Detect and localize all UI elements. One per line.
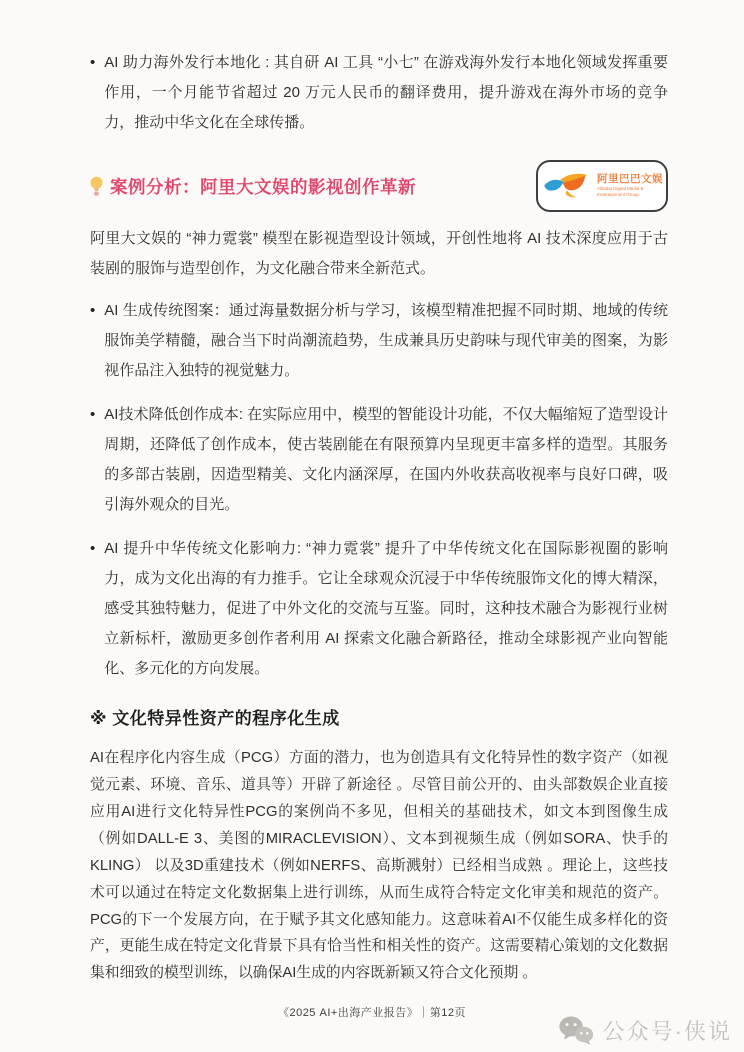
case-study-heading-text: 案例分析：阿里大文娱的影视创作革新 — [110, 176, 416, 197]
logo-en-line2: Entertainment Group — [597, 192, 639, 198]
case-study-heading — [90, 174, 416, 199]
watermark — [558, 1015, 732, 1046]
page-footer: 《2025 AI+出海产业报告》｜第12页 — [277, 1007, 467, 1019]
list-item — [90, 296, 668, 386]
page-content — [90, 48, 668, 987]
bullet-marker: • — [90, 540, 96, 557]
section-body-paragraph: AI在程序化内容生成（PCG）方面的潜力，也为创造具有文化特异性的数字资产（如视觉元素、环境、音乐、道具等）开辟了新途径 。尽管目前公开的、由头部数娱企业直接应用AI进行文化特异性PCG的案例尚不多见，但相关的基础技术，如文本到图像生成（例如DALL-E 3、美图的MIRACLEVISION）、文本到视频生成（例如SORA、快手的KLING） 以及3D重建技术（例如NERFS、高斯溅射）已经相当成熟 。理论上，这些技术可以通过在特定文化数据集上进行训练，从而生成符合特定文化审美和规范的资产。PCG的下一个发展方向，在于赋予其文化感知能力。这意味着AI不仅能生成多样化的资产，更能生成在特定文化背景下具有恰当性和相关性的资产。这需要精心策划的文化数据集和细致的模型训练，以确保AI生成的内容既新颖又符合文化预期 。 — [90, 750, 668, 982]
logo-text — [597, 173, 663, 198]
case-study-intro: 阿里大文娱的 “神力霓裳” 模型在影视造型设计领域，开创性地将 AI 技术深度应用于古装剧的服饰与造型创作，为文化融合带来全新范式。 — [90, 230, 668, 277]
bullet-text: AI技术降低创作成本: 在实际应用中，模型的智能设计功能，不仅大幅缩短了造型设计周期，还降低了创作成本，使古装剧能在有限预算内呈现更丰富多样的造型。其服务的多部古装剧，因造型精美、文化内涵深厚，在国内外收获高收视率与良好口碑，吸引海外观众的目光。 — [104, 406, 668, 513]
bullet-marker: • — [90, 406, 96, 423]
section-heading: ※ 文化特异性资产的程序化生成 — [90, 709, 340, 728]
logo-cn-name: 阿里巴巴文娱 — [597, 173, 663, 186]
bullet-marker: • — [90, 302, 96, 319]
wechat-icon — [558, 1015, 594, 1046]
lightbulb-icon — [90, 175, 103, 198]
bullet-marker: • — [90, 54, 96, 71]
list-item — [90, 48, 668, 138]
case-study-header — [90, 160, 668, 212]
bullet-text: AI 助力海外发行本地化 : 其自研 AI 工具 “小七” 在游戏海外发行本地化领域发挥重要作用，一个月能节省超过 20 万元人民币的翻译费用，提升游戏在海外市场的竞争力，推动中华文化在全球传播。 — [104, 54, 668, 131]
bullet-text: AI 生成传统图案：通过海量数据分析与学习，该模型精准把握不同时期、地域的传统服饰美学精髓，融合当下时尚潮流趋势，生成兼具历史韵味与现代审美的图案，为影视作品注入独特的视觉魅力。 — [104, 302, 668, 379]
alibaba-entertainment-logo — [536, 160, 668, 212]
watermark-text: 公众号·侠说 — [602, 1019, 732, 1044]
bird-logo-icon — [541, 168, 593, 204]
case-study-bullet-list — [90, 296, 668, 684]
bullet-text: AI 提升中华传统文化影响力: “神力霓裳” 提升了中华传统文化在国际影视圈的影响力，成为文化出海的有力推手。它让全球观众沉浸于中华传统服饰文化的博大精深，感受其独特魅力，促进了中外文化的交流与互鉴。同时，这种技术融合为影视行业树立新标杆，激励更多创作者利用 AI 探索文化融合新路径，推动全球影视产业向智能化、多元化的方向发展。 — [104, 540, 668, 677]
list-item — [90, 534, 668, 684]
list-item — [90, 400, 668, 520]
logo-en-line1: Alibaba Digital Media & — [597, 186, 644, 191]
